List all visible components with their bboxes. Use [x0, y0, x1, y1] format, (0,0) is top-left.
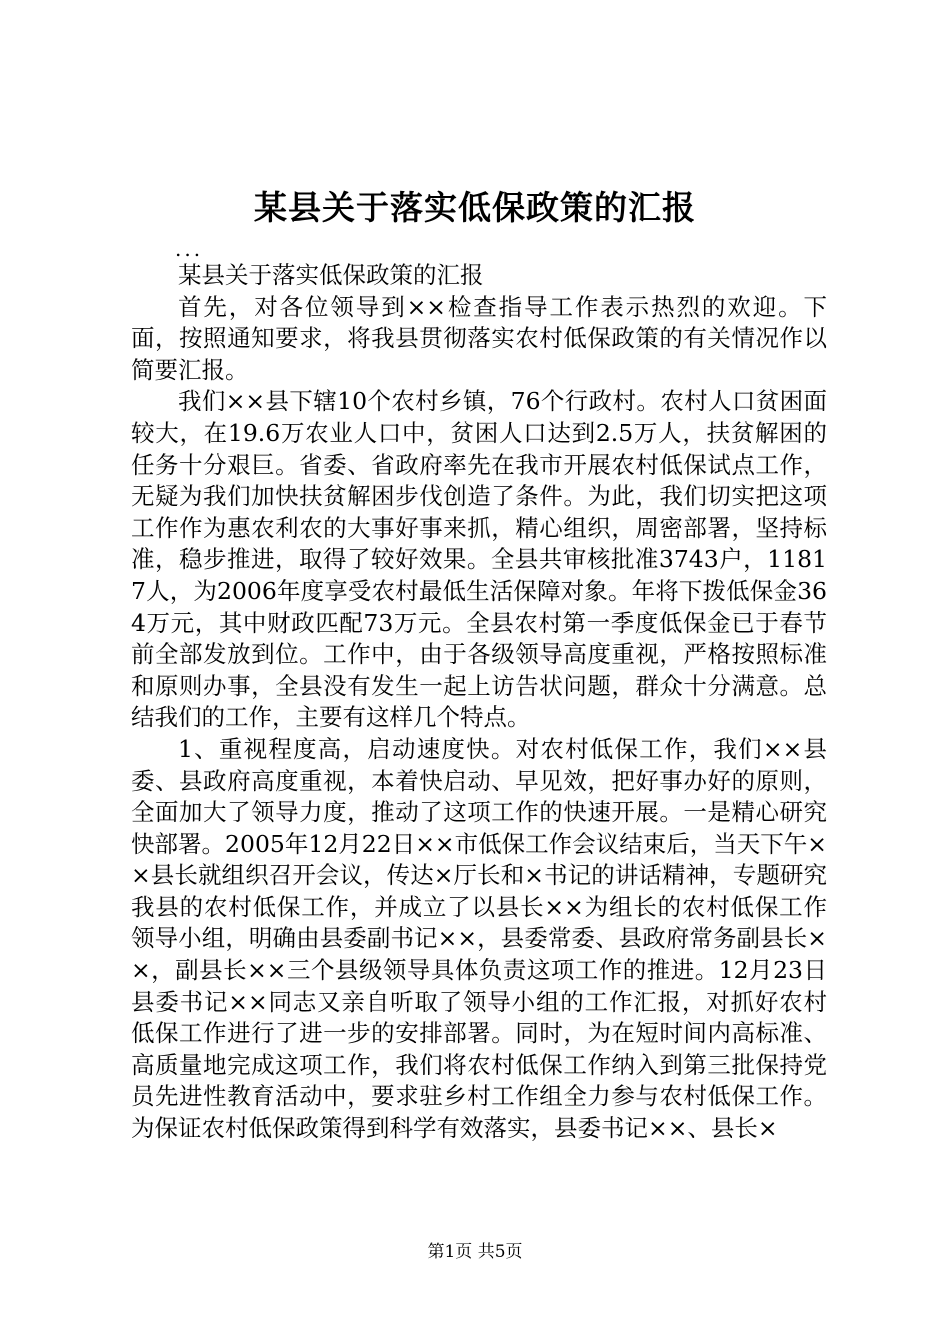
document-body: [131, 238, 827, 1145]
paragraph-point-one: 1、重视程度高，启动速度快。对农村低保工作，我们××县委、县政府高度重视，本着快启动、早见效，把好事办好的原则，全面加大了领导力度，推动了这项工作的快速开展。一是精心研究快部署。2005年12月22日××市低保工作会议结束后，当天下午××县长就组织召开会议，传达×厅长和×书记的讲话精神，专题研究我县的农村低保工作，并成立了以县长××为组长的农村低保工作领导小组，明确由县委副书记××，县委常委、县政府常务副县长××，副县长××三个县级领导具体负责这项工作的推进。12月23日县委书记××同志又亲自听取了领导小组的工作汇报，对抓好农村低保工作进行了进一步的安排部署。同时，为在短时间内高标准、高质量地完成这项工作，我们将农村低保工作纳入到第三批保持党员先进性教育活动中，要求驻乡村工作组全力参与农村低保工作。为保证农村低保政策得到科学有效落实，县委书记××、县长×: [131, 734, 827, 1143]
paragraph-intro: 首先，对各位领导到××检查指导工作表示热烈的欢迎。下面，按照通知要求，将我县贯彻落实农村低保政策的有关情况作以简要汇报。: [131, 292, 827, 384]
paragraph-overview: 我们××县下辖10个农村乡镇，76个行政村。农村人口贫困面较大，在19.6万农业人口中，贫困人口达到2.5万人，扶贫解困的任务十分艰巨。省委、省政府率先在我市开展农村低保试点工作，无疑为我们加快扶贫解困步伐创造了条件。为此，我们切实把这项工作作为惠农利农的大事好事来抓，精心组织，周密部署，坚持标准，稳步推进，取得了较好效果。全县共审核批准3743户，11817人，为2006年度享受农村最低生活保障对象。年将下拨低保金364万元，其中财政匹配73万元。全县农村第一季度低保金已于春节前全部发放到位。工作中，由于各级领导高度重视，严格按照标准和原则办事，全县没有发生一起上访告状问题，群众十分满意。总结我们的工作，主要有这样几个特点。: [131, 387, 827, 732]
paragraph-subtitle: 某县关于落实低保政策的汇报: [178, 261, 484, 289]
document-title: 某县关于落实低保政策的汇报: [254, 188, 696, 227]
page-footer: 第1页 共5页: [427, 1242, 523, 1262]
ellipsis-marker: ...: [175, 237, 204, 261]
